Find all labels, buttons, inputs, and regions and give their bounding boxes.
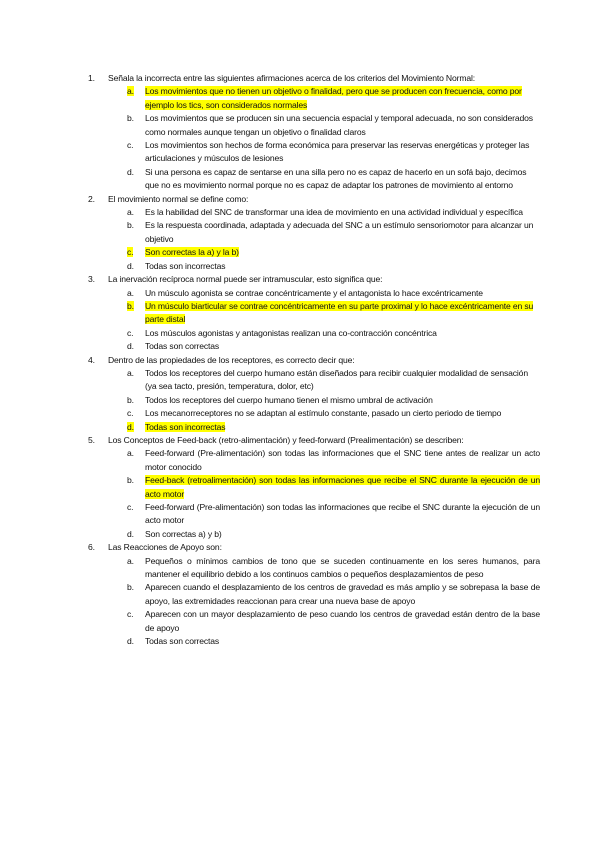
option-letter: a. [127,287,134,298]
option-a [127,287,540,300]
option-text: Todos los receptores del cuerpo humano tienen el mismo umbral de activación [145,394,433,405]
option-letter: b. [127,113,134,124]
option-b [127,219,540,246]
option-letter: a. [127,448,134,459]
option-letter: d. [127,166,134,177]
option-letter: c. [127,140,134,151]
option-text: Aparecen con un mayor desplazamiento de peso cuando los centros de gravedad están dentro de la base de apoyo [145,609,540,633]
option-text: Feed-forward (Pre-alimentación) son todas las informaciones que el SNC tiene antes de realizar un acto motor conocido [145,448,540,472]
option-a [127,85,540,112]
option-b [127,112,540,139]
question-number: 5. [88,434,95,445]
option-a [127,555,540,582]
option-text: Es la respuesta coordinada, adaptada y adecuada del SNC a un estímulo sensoriomotor para alcanzar un objetivo [145,220,534,244]
option-text: Todas son correctas [145,341,220,352]
option-letter: a. [127,555,134,566]
option-a [127,367,540,394]
option-letter: d. [127,636,134,647]
option-text-highlighted: Feed-back (retroalimentación) son todas las informaciones que recibe el SNC durante la ejecución de un acto motor [145,475,540,499]
option-list [127,85,540,192]
option-d [127,528,540,541]
option-text-highlighted: Todas son incorrectas [145,421,226,432]
option-letter: c. [127,502,134,512]
option-b [127,581,540,608]
option-a [127,206,540,219]
question-number: 3. [88,274,95,285]
option-letter: c. [127,327,134,338]
option-list [127,206,540,273]
option-letter: a. [127,86,134,97]
option-c [127,246,540,259]
option-list [127,555,540,649]
option-b [127,474,540,501]
question-4 [88,354,540,434]
question-5 [88,434,540,541]
option-text: Todas son correctas [145,636,220,647]
option-list [127,287,540,354]
option-list [127,367,540,434]
option-text: Todas son incorrectas [145,260,226,271]
option-c [127,139,540,166]
question-list [88,72,540,648]
question-number: 1. [88,73,95,83]
option-text: Un músculo agonista se contrae concéntricamente y el antagonista lo hace excéntricamente [145,287,483,298]
option-letter: c. [127,408,134,419]
question-6 [88,541,540,648]
option-letter: d. [127,421,134,432]
option-letter: b. [127,475,134,486]
option-list [127,447,540,541]
option-text: Aparecen cuando el desplazamiento de los centros de gravedad es más amplio y se sobrepasa la base de apoyo, las extremidades reaccionan para crear una nueva base de apoyo [145,582,540,606]
question-1 [88,72,540,193]
option-b [127,394,540,407]
option-text-highlighted: Un músculo biarticular se contrae concéntricamente en su parte proximal y lo hace excéntricamente en su parte distal [145,300,534,325]
option-text: Feed-forward (Pre-alimentación) son todas las informaciones que recibe el SNC durante la ejecución de un acto motor [145,502,540,526]
option-d [127,635,540,648]
option-d [127,340,540,353]
option-b [127,300,540,327]
question-text: La inervación recíproca normal puede ser intramuscular, esto significa que: [108,274,383,285]
option-c [127,608,540,635]
option-c [127,407,540,420]
option-text: Los movimientos son hechos de forma económica para preservar las reservas energéticas y proteger las articulaciones y músculos de lesiones [145,140,530,164]
option-text: Los mecanorreceptores no se adaptan al estímulo constante, pasado un cierto periodo de tiempo [145,408,502,419]
option-letter: d. [127,528,134,539]
option-letter: d. [127,260,134,271]
option-d [127,421,540,434]
option-text: Los músculos agonistas y antagonistas realizan una co-contracción concéntrica [145,327,437,338]
option-letter: a. [127,207,134,218]
option-text: Pequeños o mínimos cambios de tono que se suceden continuamente en los seres humanos, para mantener el equilibrio debido a los continuos cambios o pequeños desplazamientos de peso [145,555,540,580]
question-number: 2. [88,193,95,204]
option-text: Los movimientos que se producen sin una secuencia espacial y temporal adecuada, no son considerados como normales aunque tengan un objetivo o finalidad claros [145,113,533,137]
option-c [127,501,540,528]
question-2 [88,193,540,273]
question-text: Las Reacciones de Apoyo son: [108,542,222,553]
question-text: Dentro de las propiedades de los receptores, es correcto decir que: [108,354,355,365]
option-text: Son correctas a) y b) [145,528,222,539]
option-text-highlighted: Son correctas la a) y la b) [145,247,239,258]
option-letter: a. [127,367,134,378]
option-a [127,447,540,474]
option-text: Todos los receptores del cuerpo humano están diseñados para recibir cualquier modalidad de sensación (ya sea tacto, presión, temperatura, dolor, etc) [145,367,528,392]
question-number: 4. [88,354,95,365]
option-letter: b. [127,582,134,593]
option-text-highlighted: Los movimientos que no tienen un objetivo o finalidad, pero que se producen con frecuencia, como por ejemplo los tics, son considerados normales [145,86,522,110]
question-text: Los Conceptos de Feed-back (retro-alimentación) y feed-forward (Prealimentación) se describen: [108,434,464,445]
option-text: Es la habilidad del SNC de transformar una idea de movimiento en una actividad individual y específica [145,207,523,218]
option-d [127,260,540,273]
option-c [127,327,540,340]
option-text: Si una persona es capaz de sentarse en una silla pero no es capaz de hacerlo en un sofá bajo, decimos que no es movimiento normal porque no es capaz de adaptar los patrones de movimiento al entorno [145,166,527,191]
question-number: 6. [88,542,95,553]
option-letter: c. [127,247,134,258]
question-text: El movimiento normal se define como: [108,193,249,204]
option-letter: b. [127,300,134,311]
option-d [127,166,540,193]
option-letter: b. [127,394,134,405]
question-text: Señala la incorrecta entre las siguientes afirmaciones acerca de los criterios del Movimiento Normal: [108,73,475,83]
option-letter: c. [127,609,134,620]
option-letter: b. [127,220,134,231]
option-letter: d. [127,341,134,352]
question-3 [88,273,540,353]
